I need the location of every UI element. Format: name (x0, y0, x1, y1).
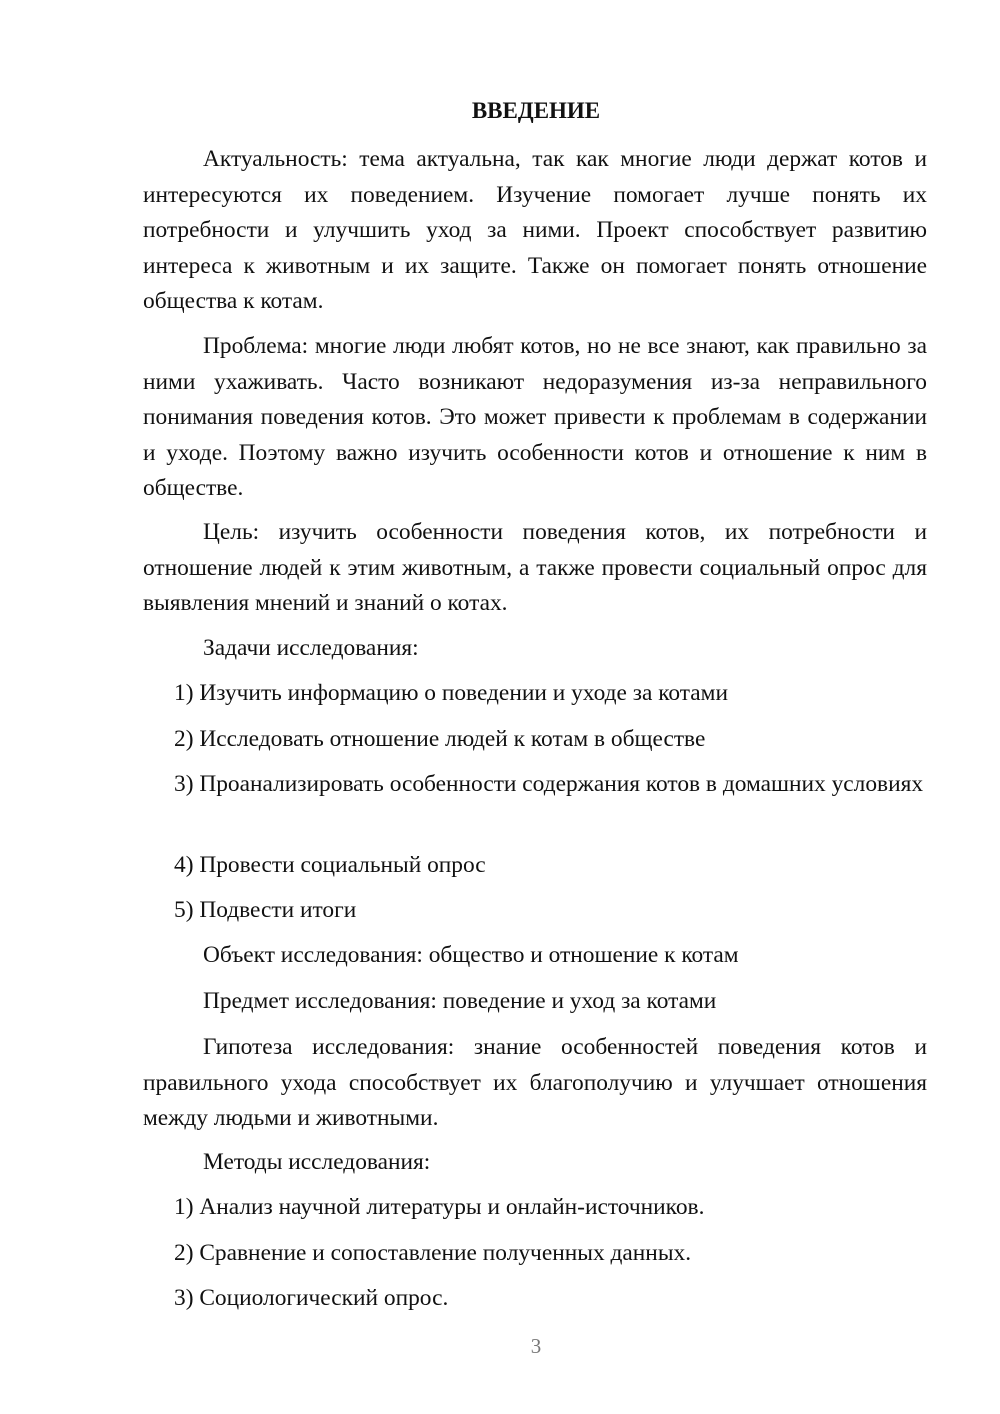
method-item: 2) Сравнение и сопоставление полученных данных. (174, 1240, 692, 1266)
task-item: 1) Изучить информацию о поведении и уходе за котами (174, 680, 728, 706)
goal-paragraph: Цель: изучить особенности поведения котов, их потребности и отношение людей к этим животным, а также провести социальный опрос для выявления мнений и знаний о котах. (143, 519, 927, 616)
hypothesis-paragraph: Гипотеза исследования: знание особенностей поведения котов и правильного ухода способствует их благополучию и улучшает отношения между людьми и животными. (143, 1034, 927, 1131)
task-item: 2) Исследовать отношение людей к котам в обществе (174, 726, 706, 752)
task-item: 3) Проанализировать особенности содержания котов в домашних условиях (174, 771, 924, 797)
object-paragraph: Объект исследования: общество и отношение к котам (203, 942, 739, 968)
method-item: 1) Анализ научной литературы и онлайн-источников. (174, 1194, 705, 1220)
page-number: 3 (530, 1334, 542, 1358)
relevance-paragraph: Актуальность: тема актуальна, так как многие люди держат котов и интересуются их поведением. Изучение помогает лучше понять их потребности и улучшить уход за ними. Проект способствует развитию интереса к животным и их защите. Также он помогает понять отношение общества к котам. (143, 146, 927, 314)
task-item: 4) Провести социальный опрос (174, 852, 486, 878)
page-title: ВВЕДЕНИЕ (471, 98, 601, 123)
method-item: 3) Социологический опрос. (174, 1285, 449, 1311)
tasks-heading: Задачи исследования: (203, 635, 419, 661)
task-item: 5) Подвести итоги (174, 897, 357, 923)
problem-paragraph: Проблема: многие люди любят котов, но не все знают, как правильно за ними ухаживать. Часто возникают недоразумения из-за неправильного понимания поведения котов. Это может привести к проблемам в содержании и уходе. Поэтому важно изучить особенности котов и отношение к ним в обществе. (143, 333, 927, 501)
methods-heading: Методы исследования: (203, 1149, 431, 1175)
subject-paragraph: Предмет исследования: поведение и уход за котами (203, 988, 717, 1014)
